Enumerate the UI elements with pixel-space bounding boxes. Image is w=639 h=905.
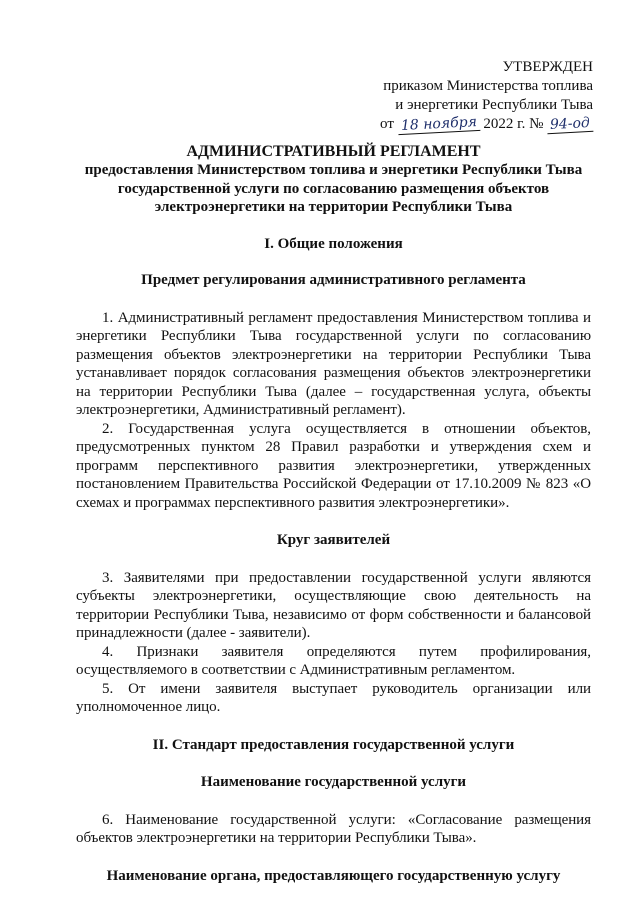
section-2-subheading: Наименование государственной услуги [200, 774, 467, 790]
organ-heading: Наименование органа, предоставляющего государственную услугу [106, 867, 561, 884]
document-title: АДМИНИСТРАТИВНЫЙ РЕГЛАМЕНТ [186, 143, 481, 160]
handwritten-date: 18 ноября [397, 114, 480, 135]
date-prefix: от [380, 116, 394, 132]
approval-heading: УТВЕРЖДЕН [502, 59, 593, 75]
paragraph-1: 1. Административный регламент предоставления Министерством топлива и энергетики Республики Тыва государственной услуги по согласованию размещения объектов электроэнергетики на территории Республики Тыва устанавливает порядок согласования размещения объектов электроэнергетики на территории Республики Тыва (далее – государственная услуга, объекты электроэнергетики, Административный регламент). [76, 309, 591, 418]
handwritten-number: 94-од [547, 115, 594, 134]
paragraph-2: 2. Государственная услуга осуществляется в отношении объектов, предусмотренных пунктом 28 Правил разработки и утверждения схем и программ перспективного развития электроэнергетики, утвержденных постановлением Правительства Российской Федерации от 17.10.2009 № 823 «О схемах и программах перспективного развития электроэнергетики». [76, 420, 591, 511]
paragraph-3: 3. Заявителями при предоставлении государственной услуги являются субъекты электроэнергетики, осуществляющие свою деятельность на территории Республики Тыва, независимо от форм собственности и балансовой принадлежности (далее - заявители). [76, 569, 591, 641]
approval-order: приказом Министерства топлива [383, 78, 593, 94]
section-1-heading: I. Общие положения [264, 235, 403, 252]
section-1-subheading: Предмет регулирования административного регламента [141, 272, 526, 288]
year-text: 2022 г. № [483, 116, 544, 132]
document-subtitle: предоставления Министерством топлива и энергетики Республики Тыва государственной услуги по согласованию размещения объектов электроэнергетики на территории Республики Тыва [84, 162, 583, 215]
paragraph-6: 6. Наименование государственной услуги: «Согласование размещения объектов электроэнергетики на территории Республики Тыва». [76, 811, 591, 846]
paragraph-5: 5. От имени заявителя выступает руководитель организации или уполномоченное лицо. [76, 680, 591, 715]
paragraph-4: 4. Признаки заявителя определяются путем профилирования, осуществляемого в соответствии с Административным регламентом. [76, 643, 591, 678]
approval-ministry: и энергетики Республики Тыва [395, 97, 593, 113]
applicants-heading: Круг заявителей [276, 532, 391, 548]
document-body [76, 142, 591, 885]
approval-stamp [333, 58, 593, 134]
section-2-heading: II. Стандарт предоставления государственной услуги [152, 736, 515, 753]
approval-date-line [333, 115, 593, 134]
